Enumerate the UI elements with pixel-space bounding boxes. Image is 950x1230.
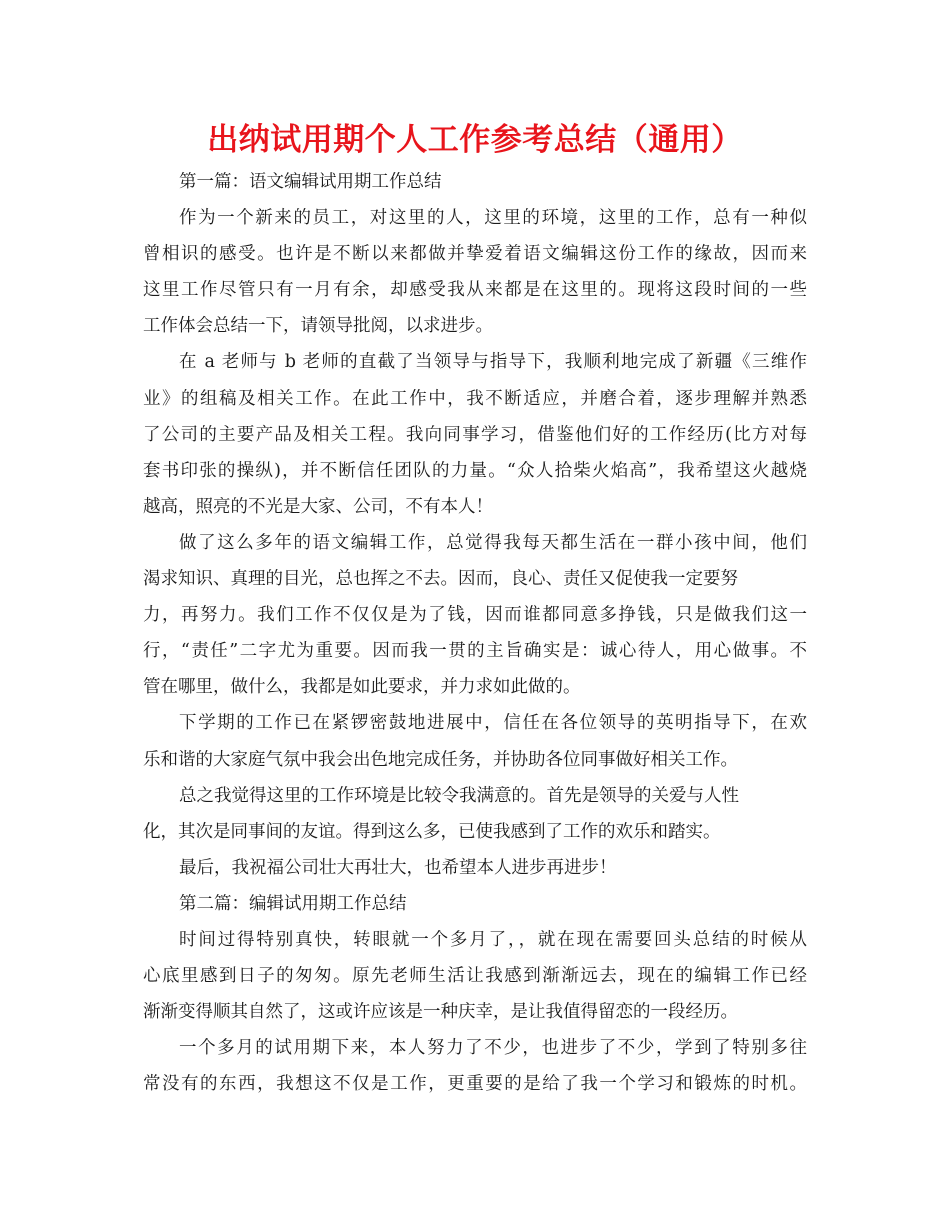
paragraph-line: 了公司的主要产品及相关工程。我向同事学习，借鉴他们好的工作经历(比方对每 — [143, 424, 807, 445]
paragraph-line: 曾相识的感受。也许是不断以来都做并挚爱着语文编辑这份工作的缘故，因而来 — [143, 244, 807, 265]
paragraph-line: 在 a 老师与 b 老师的直截了当领导与指导下，我顺利地完成了新疆《三维作 — [179, 352, 807, 373]
paragraph-line: 化，其次是同事间的友谊。得到这么多，已使我感到了工作的欢乐和踏实。 — [143, 821, 721, 842]
paragraph-line: 时间过得特别真快，转眼就一个多月了，，就在现在需要回头总结的时候从 — [179, 929, 807, 950]
paragraph-line: 乐和谐的大家庭气氛中我会出色地完成任务，并协助各位同事做好相关工作。 — [143, 749, 738, 770]
paragraph-line: 这里工作尽管只有一月有余，却感受我从来都是在这里的。现将这段时间的一些 — [143, 280, 807, 301]
section-heading-1: 第一篇：语文编辑试用期工作总结 — [179, 172, 442, 192]
document-title: 出纳试用期个人工作参考总结（通用） — [207, 122, 743, 158]
paragraph-line: 管在哪里，做什么，我都是如此要求，并力求如此做的。 — [143, 677, 581, 698]
paragraph-line: 套书印张的操纵)，并不断信任团队的力量。“众人拾柴火焰高”，我希望这火越烧 — [143, 460, 807, 481]
paragraph-line: 最后，我祝福公司壮大再壮大，也希望本人进步再进步！ — [179, 857, 617, 878]
paragraph-line: 一个多月的试用期下来，本人努力了不少，也进步了不少，学到了特别多往 — [179, 1038, 807, 1059]
paragraph-line: 作为一个新来的员工，对这里的人，这里的环境，这里的工作，总有一种似 — [179, 208, 807, 229]
paragraph-line: 工作体会总结一下，请领导批阅，以求进步。 — [143, 316, 493, 337]
paragraph-line: 行，“责任”二字尤为重要。因而我一贯的主旨确实是：诚心待人，用心做事。不 — [143, 641, 807, 662]
paragraph-line: 心底里感到日子的匆匆。原先老师生活让我感到渐渐远去，现在的编辑工作已经 — [143, 966, 807, 987]
document-body — [143, 164, 807, 1102]
paragraph-line: 业》的组稿及相关工作。在此工作中，我不断适应，并磨合着，逐步理解并熟悉 — [143, 388, 807, 409]
paragraph-line: 常没有的东西，我想这不仅是工作，更重要的是给了我一个学习和锻炼的时机。 — [143, 1074, 807, 1095]
paragraph-line: 渴求知识、真理的目光，总也挥之不去。因而，良心、责任又促使我一定要努 — [143, 569, 738, 590]
paragraph-line: 越高，照亮的不光是大家、公司，不有本人！ — [143, 496, 493, 517]
paragraph-line: 下学期的工作已在紧锣密鼓地进展中，信任在各位领导的英明指导下，在欢 — [179, 713, 807, 734]
section-heading-2: 第二篇：编辑试用期工作总结 — [179, 893, 407, 914]
paragraph-line: 做了这么多年的语文编辑工作，总觉得我每天都生活在一群小孩中间，他们 — [179, 532, 807, 553]
paragraph-line: 力，再努力。我们工作不仅仅是为了钱，因而谁都同意多挣钱，只是做我们这一 — [143, 605, 807, 626]
paragraph-line: 渐渐变得顺其自然了，这或许应该是一种庆幸，是让我值得留恋的一段经历。 — [143, 1002, 738, 1023]
paragraph-line: 总之我觉得这里的工作环境是比较令我满意的。首先是领导的关爱与人性 — [179, 785, 739, 806]
